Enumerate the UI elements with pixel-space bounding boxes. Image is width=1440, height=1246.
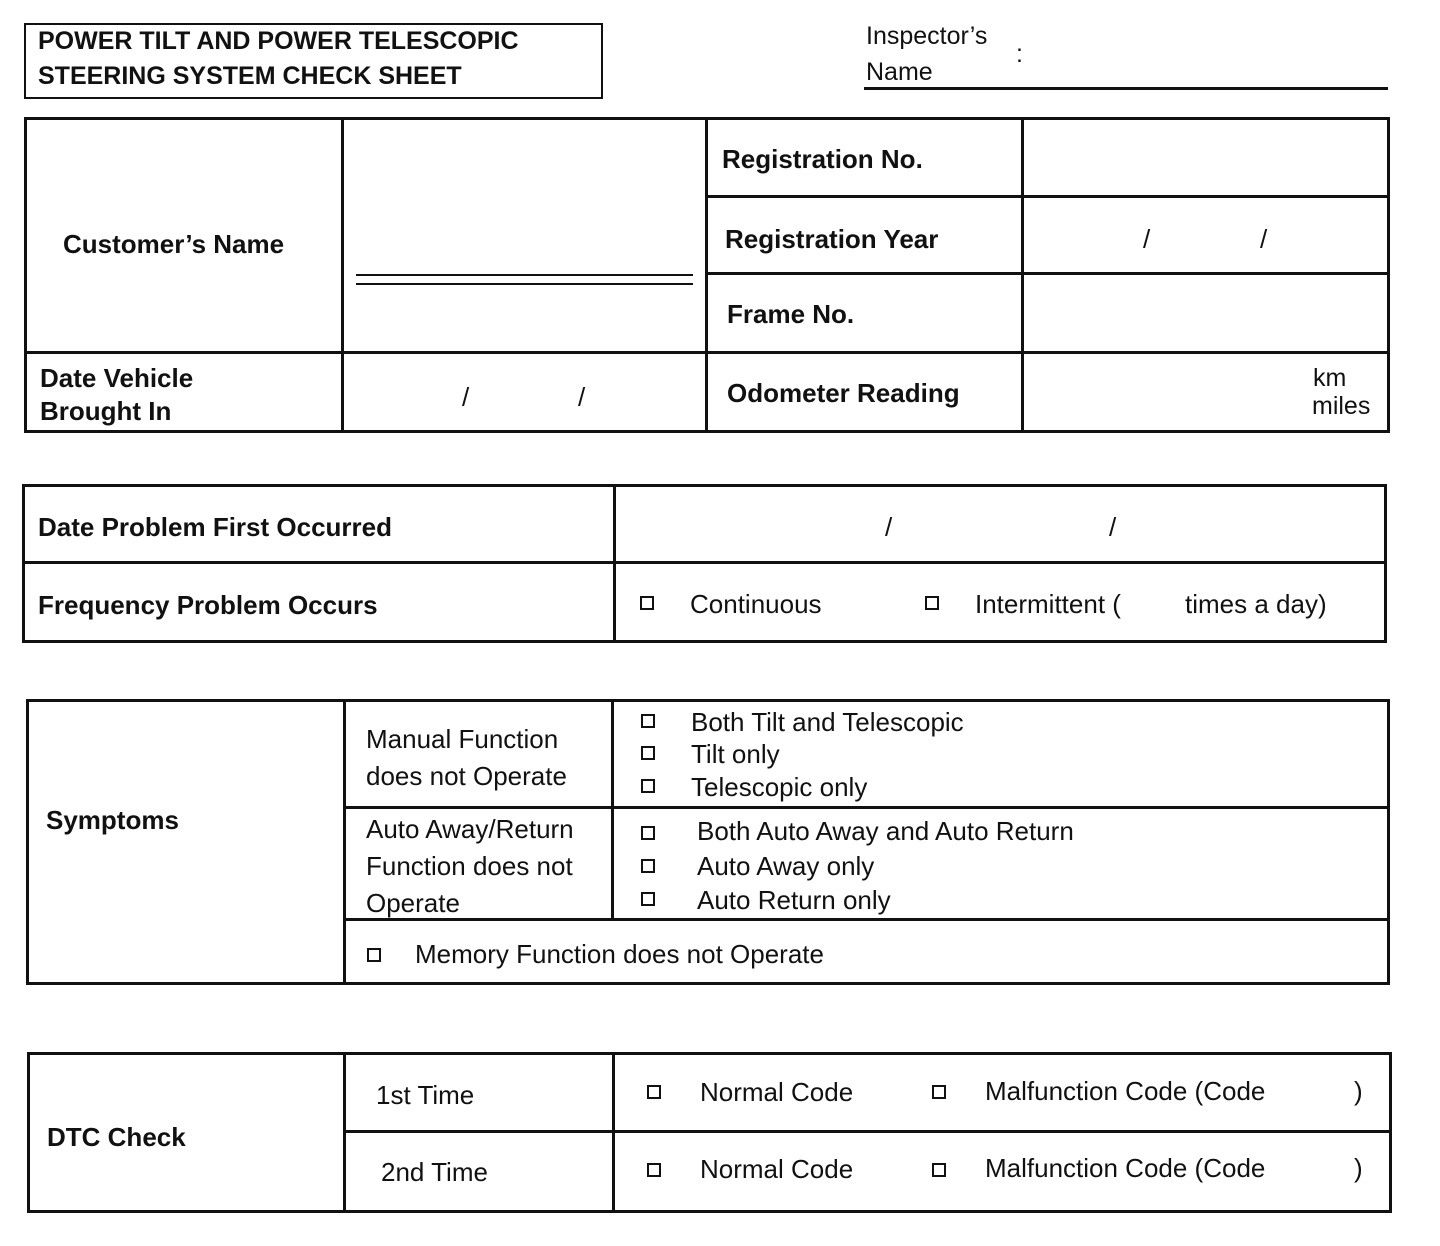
odometer-label: Odometer Reading	[727, 378, 960, 408]
telescopic-only-checkbox[interactable]	[641, 779, 655, 793]
first-normal-code-checkbox[interactable]	[647, 1085, 661, 1099]
auto-return-only-label: Auto Return only	[697, 885, 891, 915]
form-title-line1: POWER TILT AND POWER TELESCOPIC	[38, 27, 519, 55]
registration-year-slash-2: /	[1260, 224, 1268, 254]
dtc-second-time-label: 2nd Time	[381, 1157, 488, 1187]
registration-year-slash-1: /	[1143, 224, 1151, 254]
auto-away-only-checkbox[interactable]	[641, 859, 655, 873]
manual-function-label-line1: Manual Function	[366, 724, 559, 754]
symptoms-label: Symptoms	[46, 805, 179, 835]
date-brought-slash-1: /	[462, 382, 470, 412]
odometer-unit-miles: miles	[1312, 392, 1371, 420]
both-auto-checkbox[interactable]	[641, 826, 655, 840]
date-first-slash-1: /	[885, 512, 893, 542]
continuous-checkbox[interactable]	[640, 596, 654, 610]
date-first-label: Date Problem First Occurred	[38, 512, 392, 542]
telescopic-only-label: Telescopic only	[691, 772, 868, 802]
intermittent-label: Intermittent (	[975, 589, 1121, 619]
inspector-colon: :	[1016, 40, 1023, 68]
date-brought-slash-2: /	[578, 382, 586, 412]
both-tilt-telescopic-checkbox[interactable]	[641, 714, 655, 728]
first-malfunction-code-label: Malfunction Code (Code	[985, 1076, 1266, 1106]
auto-function-label-line1: Auto Away/Return	[366, 814, 574, 844]
first-malfunction-code-checkbox[interactable]	[932, 1085, 946, 1099]
frame-no-label: Frame No.	[727, 299, 855, 329]
auto-away-only-label: Auto Away only	[697, 851, 875, 881]
inspector-name-field[interactable]	[864, 87, 1388, 90]
second-malfunction-code-checkbox[interactable]	[932, 1163, 946, 1177]
customer-name-label: Customer’s Name	[63, 229, 285, 259]
inspector-label-line2: Name	[866, 58, 933, 86]
second-malfunction-code-label: Malfunction Code (Code	[985, 1153, 1266, 1183]
memory-function-label: Memory Function does not Operate	[415, 939, 824, 969]
registration-no-field[interactable]	[1025, 120, 1387, 194]
auto-function-label-line3: Operate	[366, 888, 460, 918]
date-brought-label-line2: Brought In	[40, 396, 172, 426]
date-brought-label-line1: Date Vehicle	[40, 363, 194, 393]
date-first-slash-2: /	[1109, 512, 1117, 542]
auto-return-only-checkbox[interactable]	[641, 892, 655, 906]
dtc-check-label: DTC Check	[47, 1122, 186, 1152]
tilt-only-checkbox[interactable]	[641, 746, 655, 760]
manual-function-label-line2: does not Operate	[366, 761, 567, 791]
frequency-label: Frequency Problem Occurs	[38, 590, 378, 620]
both-tilt-telescopic-label: Both Tilt and Telescopic	[691, 707, 964, 737]
intermittent-checkbox[interactable]	[925, 596, 939, 610]
customer-name-field[interactable]	[356, 274, 693, 285]
second-malfunction-close-paren: )	[1354, 1153, 1363, 1183]
first-normal-code-label: Normal Code	[700, 1077, 854, 1107]
both-auto-label: Both Auto Away and Auto Return	[697, 816, 1074, 846]
second-normal-code-label: Normal Code	[700, 1154, 854, 1184]
continuous-label: Continuous	[690, 589, 822, 619]
frame-no-field[interactable]	[1025, 276, 1387, 350]
registration-no-label: Registration No.	[722, 144, 923, 174]
form-title-line2: STEERING SYSTEM CHECK SHEET	[38, 62, 462, 90]
tilt-only-label: Tilt only	[691, 739, 780, 769]
second-normal-code-checkbox[interactable]	[647, 1163, 661, 1177]
inspector-label-line1: Inspector’s	[866, 22, 988, 50]
dtc-first-time-label: 1st Time	[376, 1080, 475, 1110]
odometer-unit-km: km	[1313, 364, 1347, 392]
memory-function-checkbox[interactable]	[367, 948, 381, 962]
auto-function-label-line2: Function does not	[366, 851, 573, 881]
times-a-day-label: times a day)	[1185, 589, 1327, 619]
registration-year-label: Registration Year	[725, 224, 939, 254]
first-malfunction-close-paren: )	[1354, 1076, 1363, 1106]
